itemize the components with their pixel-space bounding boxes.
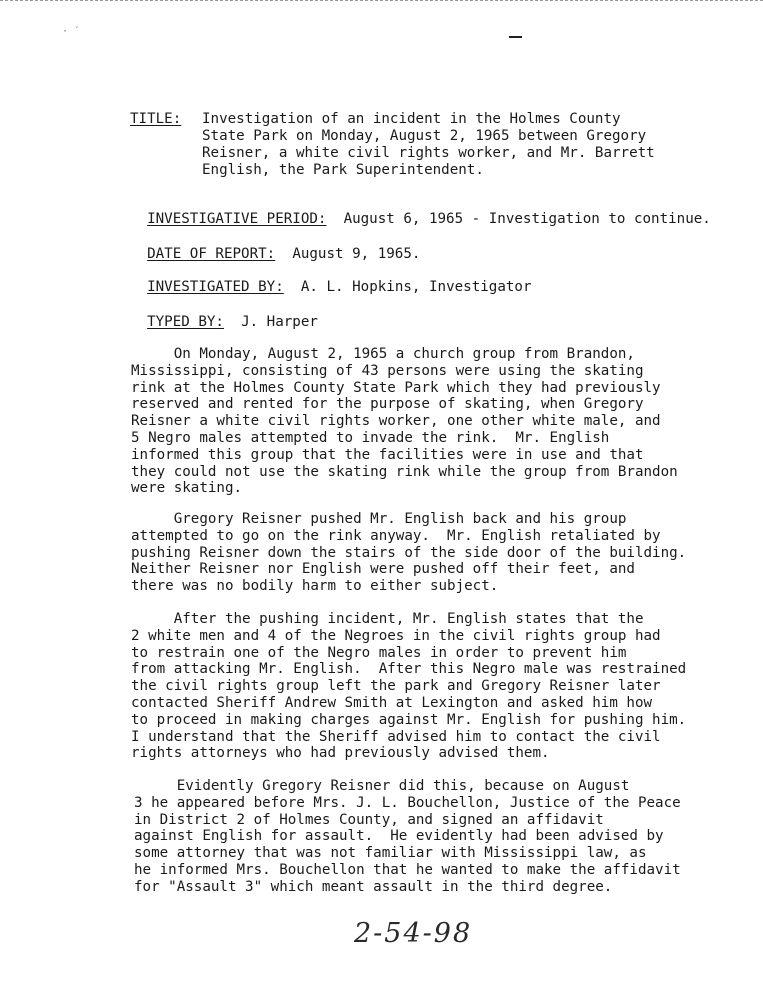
paragraph-line: Mississippi, consisting of 43 persons were using the skating <box>131 362 644 379</box>
typed-by-key: TYPED BY: <box>147 314 224 330</box>
paragraph-line: 5 Negro males attempted to invade the rink. Mr. English <box>131 429 610 446</box>
paragraph <box>134 778 734 896</box>
paragraph-line: informed this group that the facilities were in use and that <box>131 446 644 463</box>
paragraph-line: in District 2 of Holmes County, and signed an affidavit <box>134 811 604 828</box>
scan-speck: · ˊ <box>62 26 81 37</box>
date-of-report-field <box>130 229 420 263</box>
paragraph-line: some attorney that was not familiar with Mississippi law, as <box>134 845 647 862</box>
paragraph-line: pushing Reisner down the stairs of the side door of the building. <box>131 544 687 561</box>
handwritten-file-number: 2-54-98 <box>354 918 473 949</box>
paragraph-line: Evidently Gregory Reisner did this, because on August <box>134 778 630 794</box>
paragraph-line: for "Assault 3" which meant assault in the third degree. <box>134 878 613 895</box>
title-lines <box>202 111 722 179</box>
investigated-by-field <box>130 262 531 296</box>
header-mark <box>509 36 522 38</box>
paragraph-line: against English for assault. He evidently had been advised by <box>134 828 664 845</box>
investigated-by-key: INVESTIGATED BY: <box>147 279 284 295</box>
paragraph-line: the civil rights group left the park and Gregory Reisner later <box>131 678 661 695</box>
paragraph-line: were skating. <box>131 480 243 497</box>
paragraph-line: from attacking Mr. English. After this Negro male was restrained <box>131 661 687 678</box>
paragraph-line: Gregory Reisner pushed Mr. English back and his group <box>131 511 627 527</box>
investigative-period-value: August 6, 1965 - Investigation to continue. <box>343 211 711 227</box>
paragraph <box>131 346 731 497</box>
paragraph-line: to proceed in making charges against Mr. English for pushing him. <box>131 711 687 728</box>
paragraph-line: reserved and rented for the purpose of skating, when Gregory <box>131 396 644 413</box>
paragraph-line: there was no bodily harm to either subject. <box>131 578 499 595</box>
paragraph-line: Reisner a white civil rights worker, one other white male, and <box>131 413 661 430</box>
date-of-report-value: August 9, 1965. <box>292 246 421 262</box>
paragraph-line: After the pushing incident, Mr. English states that the <box>131 611 644 627</box>
page-top-edge <box>0 0 763 1</box>
paragraph <box>131 511 731 595</box>
paragraph-line: rink at the Holmes County State Park which they had previously <box>131 379 661 396</box>
paragraph-line: Neither Reisner nor English were pushed off their feet, and <box>131 561 635 578</box>
typed-by-field <box>130 297 318 331</box>
paragraph-line: On Monday, August 2, 1965 a church group from Brandon, <box>131 346 635 362</box>
paragraph-line: to restrain one of the Negro males in order to prevent him <box>131 644 627 661</box>
title-line: State Park on Monday, August 2, 1965 between Gregory <box>202 128 647 144</box>
date-of-report-key: DATE OF REPORT: <box>147 246 276 262</box>
paragraph-line: 3 he appeared before Mrs. J. L. Bouchellon, Justice of the Peace <box>134 794 681 811</box>
investigative-period-key: INVESTIGATIVE PERIOD: <box>147 211 327 227</box>
paragraph <box>131 611 731 762</box>
paragraph-line: I understand that the Sheriff advised him to contact the civil <box>131 728 661 745</box>
title-line: Investigation of an incident in the Holmes County <box>202 111 621 127</box>
typed-by-value: J. Harper <box>241 314 318 330</box>
title-line: English, the Park Superintendent. <box>202 162 484 178</box>
investigated-by-value: A. L. Hopkins, Investigator <box>300 279 532 295</box>
investigative-period-field <box>130 194 711 228</box>
paragraph-line: 2 white men and 4 of the Negroes in the civil rights group had <box>131 627 661 644</box>
paragraph-line: they could not use the skating rink while the group from Brandon <box>131 463 678 480</box>
paragraph-line: attempted to go on the rink anyway. Mr. English retaliated by <box>131 527 661 544</box>
title-key: TITLE: <box>130 111 182 127</box>
paragraph-line: he informed Mrs. Bouchellon that he wanted to make the affidavit <box>134 861 681 878</box>
paragraph-line: rights attorneys who had previously advised them. <box>131 745 550 762</box>
paragraph-line: contacted Sheriff Andrew Smith at Lexington and asked him how <box>131 694 653 711</box>
title-line: Reisner, a white civil rights worker, and Mr. Barrett <box>202 145 655 161</box>
